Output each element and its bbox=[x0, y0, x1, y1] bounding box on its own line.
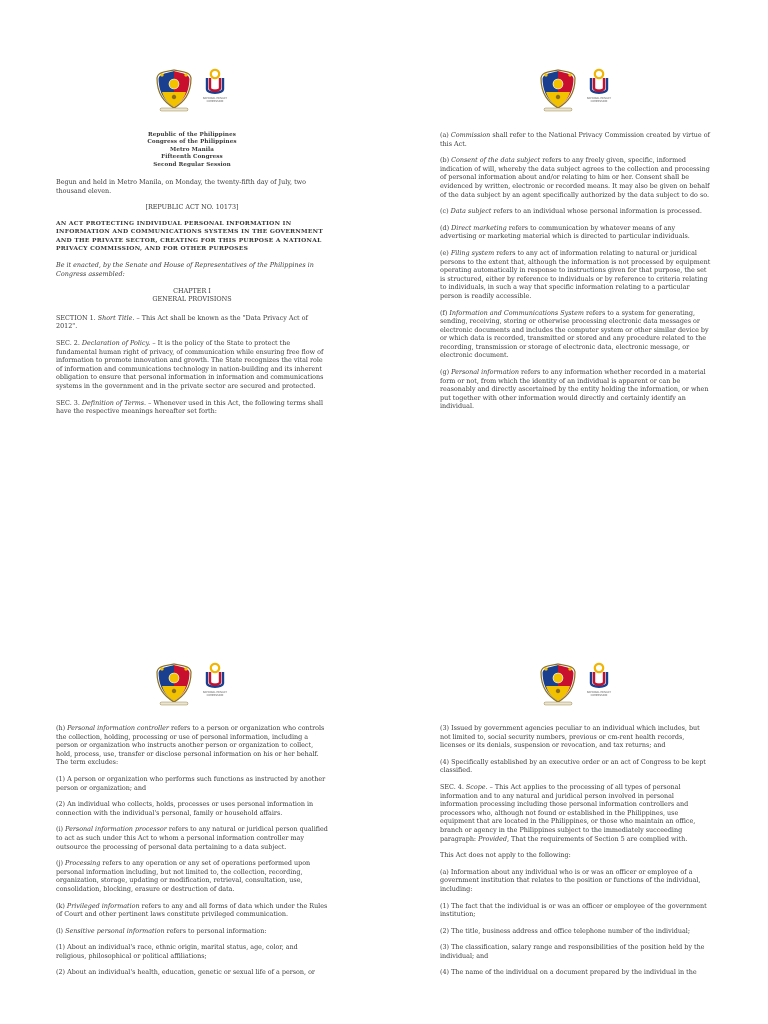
logo-group bbox=[154, 68, 230, 114]
definition-h: (h) Personal information controller refers to a person or organization who controls the collection, holding, processing or use of personal information, including a person or organization who instructs another person or organization to collect, hold, process, use, transfer or disclose personal information on his or her behalf. The term excludes: bbox=[56, 724, 325, 767]
header-line: Congress of the Philippines bbox=[147, 139, 237, 146]
definition-g: (g) Personal information refers to any information whether recorded in a material form or not, from which the identity of an individual is apparent or can be reasonably and directly ascertained by the entity holding the information, or when put together with other information would directly and certainly identify an individual. bbox=[440, 368, 709, 411]
section-1: SECTION 1. Short Title. – This Act shall be known as the "Data Privacy Act of 2012". bbox=[56, 313, 308, 331]
document-page-1 bbox=[0, 0, 384, 512]
document-page-3 bbox=[0, 512, 384, 1024]
npc-logo bbox=[584, 68, 614, 114]
definition-i: (i) Personal information processor refers to any natural or juridical person qualified to act as such under this Act to whom a personal information controller may outsource the processing of personal data pertaining to a data subject. bbox=[56, 825, 328, 851]
npc-logo-text: NATIONAL PRIVACY COMMISSION bbox=[586, 97, 612, 103]
definition-l: (l) Sensitive personal information refers to personal information: bbox=[56, 926, 267, 935]
definition-e: (e) Filing system refers to any act of information relating to natural or juridical persons to the extent that, although the information is not processed by equipment operating automatically in response to instructions given for that purpose, the set is structured, either by reference to individuals or by reference to criteria relating to individuals, in such a way that specific information relating to a particular person is readily accessible. bbox=[440, 248, 711, 300]
exception-a-3: (3) The classification, salary range and responsibilities of the position held by the individual; and bbox=[440, 943, 705, 960]
section-2: SEC. 2. Declaration of Policy. – It is the policy of the State to protect the fundamental human right of privacy, of communication while ensuring free flow of information to promote innovation and growth. The State recognizes the vital role of information and communications technology in nation-building and its inherent obligation to ensure that personal information in information and communications systems in the government and in the private sector are secured and protected. bbox=[56, 339, 324, 390]
npc-logo-text: NATIONAL PRIVACY COMMISSION bbox=[202, 97, 228, 103]
definition-j: (j) Processing refers to any operation or any set of operations performed upon personal information including, but not limited to, the collection, recording, organization, storage, updating or modification, retrieval, consultation, use, consolidation, blocking, erasure or destruction of data. bbox=[56, 859, 311, 893]
exception-a-2: (2) The title, business address and office telephone number of the individual; bbox=[440, 926, 690, 935]
definition-d: (d) Direct marketing refers to communication by whatever means of any advertising or marketing material which is directed to particular individuals. bbox=[440, 223, 690, 241]
sensitive-4: (4) Specifically established by an executive order or an act of Congress to be kept classified. bbox=[440, 757, 706, 775]
sensitive-3: (3) Issued by government agencies peculiar to an individual which includes, but not limited to, social security numbers, previous or cm-rent health records, licenses or its denials, suspension or revocation, and tax returns; and bbox=[440, 724, 700, 750]
npc-emblem-icon bbox=[586, 662, 612, 692]
begun-paragraph: Begun and held in Metro Manila, on Monday, the twenty-fifth day of July, two thousand eleven. bbox=[56, 178, 306, 195]
header-line: Republic of the Philippines bbox=[147, 132, 236, 138]
chapter-heading bbox=[56, 287, 328, 304]
header-line: Metro Manila bbox=[170, 146, 214, 153]
header-line: Fifteenth Congress bbox=[161, 154, 223, 161]
definition-l-1: (1) About an individual's race, ethnic origin, marital status, age, color, and religious, philosophical or political affiliations; bbox=[56, 943, 298, 960]
philippine-seal-icon bbox=[538, 68, 578, 112]
logo-group bbox=[538, 68, 614, 114]
logo-group bbox=[538, 662, 614, 708]
definition-h-2: (2) An individual who collects, holds, processes or uses personal information in connection with the individual's personal, family or household affairs. bbox=[56, 800, 314, 817]
enactment-clause: Be it enacted, by the Senate and House of Representatives of the Philippines in Congress assembled: bbox=[56, 261, 314, 279]
not-apply-intro: This Act does not apply to the following: bbox=[440, 851, 571, 860]
definition-h-1: (1) A person or organization who performs such functions as instructed by another person or organization; and bbox=[56, 774, 326, 792]
page-body bbox=[56, 724, 328, 985]
exception-a-4: (4) The name of the individual on a document prepared by the individual in the bbox=[440, 968, 697, 977]
act-number: [REPUBLIC ACT NO. 10173] bbox=[145, 203, 239, 212]
section-3: SEC. 3. Definition of Terms. – Whenever used in this Act, the following terms shall have the respective meanings hereafter set forth: bbox=[56, 398, 323, 416]
philippine-seal-icon bbox=[154, 68, 194, 112]
npc-logo bbox=[200, 68, 230, 114]
definition-l-2: (2) About an individual's health, education, genetic or sexual life of a person, or bbox=[56, 968, 315, 977]
definition-f: (f) Information and Communications System refers to a system for generating, sending, receiving, storing or otherwise processing electronic data messages or electronic documents and includes the computer system or other similar device by or which data is recorded, transmitted or stored and any procedure related to the recording, transmission or storage of electronic data, electronic message, or electronic document. bbox=[440, 308, 709, 360]
definition-b: (b) Consent of the data subject refers to any freely given, specific, informed indication of will, whereby the data subject agrees to the collection and processing of personal information about and/or relating to him or her. Consent shall be evidenced by written, electronic or recorded means. It may also be given on behalf of the data subject by an agent specifically authorized by the data subject to do so. bbox=[440, 156, 710, 199]
logo-group bbox=[154, 662, 230, 708]
npc-logo-text: NATIONAL PRIVACY COMMISSION bbox=[202, 691, 228, 697]
chapter-number: CHAPTER I bbox=[173, 286, 211, 295]
page-body bbox=[440, 724, 712, 985]
page-body bbox=[440, 131, 712, 419]
definition-a: (a) Commission shall refer to the National Privacy Commission created by virtue of this Act. bbox=[440, 131, 710, 148]
definition-c: (c) Data subject refers to an individual whose personal information is processed. bbox=[440, 207, 702, 216]
npc-logo bbox=[584, 662, 614, 708]
npc-emblem-icon bbox=[202, 662, 228, 692]
republic-header bbox=[56, 132, 328, 169]
section-4: SEC. 4. Scope. – This Act applies to the processing of all types of personal information and to any natural and juridical person involved in personal information processing including those personal information controllers and processors who, although not found or established in the Philippines, use equipment that are located in the Philippines, or those who maintain an office, branch or agency in the Philippines subject to the immediately succeeding paragraph: Provided, That the requirements of Section 5 are complied with. bbox=[440, 782, 696, 843]
exception-a-1: (1) The fact that the individual is or was an officer or employee of the government institution; bbox=[440, 901, 707, 919]
header-line: Second Regular Session bbox=[153, 161, 231, 168]
definition-k: (k) Privileged information refers to any and all forms of data which under the Rules of Court and other pertinent laws constitute privileged communication. bbox=[56, 901, 328, 919]
npc-emblem-icon bbox=[202, 68, 228, 98]
chapter-title: GENERAL PROVISIONS bbox=[152, 295, 232, 304]
philippine-seal-icon bbox=[154, 662, 194, 706]
document-page-4 bbox=[384, 512, 768, 1024]
exception-a: (a) Information about any individual who is or was an officer or employee of a government institution that relates to the position or functions of the individual, including: bbox=[440, 867, 701, 893]
npc-emblem-icon bbox=[586, 68, 612, 98]
npc-logo bbox=[200, 662, 230, 708]
philippine-seal-icon bbox=[538, 662, 578, 706]
page-body bbox=[56, 132, 328, 424]
document-page-2 bbox=[384, 0, 768, 512]
npc-logo-text: NATIONAL PRIVACY COMMISSION bbox=[586, 691, 612, 697]
act-title: AN ACT PROTECTING INDIVIDUAL PERSONAL INFORMATION IN INFORMATION AND COMMUNICATIONS SYSTEMS IN THE GOVERNMENT AND THE PRIVATE SECTOR, CREATING FOR THIS PURPOSE A NATIONAL PRIVACY COMMISSION, AND FOR OTHER PURPOSES bbox=[56, 219, 324, 253]
